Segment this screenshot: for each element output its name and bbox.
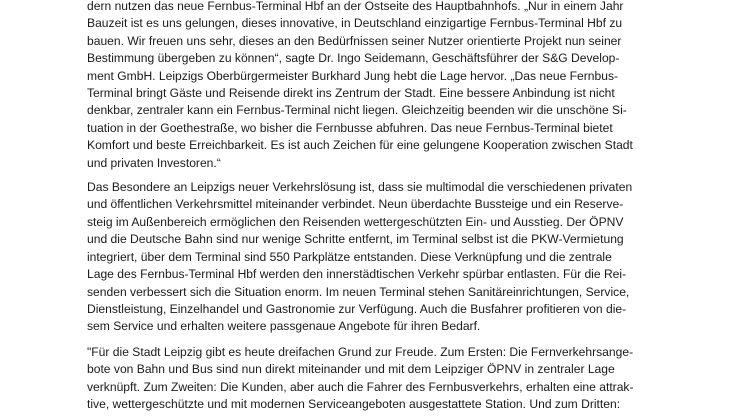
text-line: Das Besondere an Leipzigs neuer Verkehrslösung ist, dass sie multimodal die verschiedenen privaten [87,180,633,195]
text-line: integriert, über dem Terminal sind 550 Parkplätze entstanden. Diese Verknüpfung und die zentrale [87,249,612,264]
paragraph-terminal-opening [87,0,687,172]
text-line: sem Service und erhalten weitere passgenaue Angebote für ihren Bedarf. [87,319,481,334]
text-line: denkbar, zentraler kann ein Fernbus-Terminal nicht liegen. Gleichzeitig beenden wir die unschöne Si- [87,103,627,118]
text-line: bote von Bahn und Bus sind nun direkt miteinander und mit dem Leipziger ÖPNV in zentraler Lage [87,362,615,377]
text-line: "Für die Stadt Leipzig gibt es heute dreifachen Grund zur Freude. Zum Ersten: Die Fernverkehrsange- [87,344,634,359]
paragraph-city-quote [87,344,687,414]
text-line: Bestimmung übergeben zu können“, sagte Dr. Ingo Seidemann, Geschäftsführer der S&G Develop- [87,51,620,66]
text-line: senden verbessert sich die Situation enorm. Im neuen Terminal stehen Sanitäreinrichtungen, Service, [87,284,630,299]
text-line: Terminal bringt Gäste und Reisende direkt ins Zentrum der Stadt. Eine bessere Anbindung ist nicht [87,86,615,101]
text-line: Dienstleistung, Einzelhandel und Gastronomie zur Verfügung. Auch die Busfahrer profitieren von die- [87,301,627,316]
text-line: verknüpft. Zum Zweiten: Die Kunden, aber auch die Fahrer des Fernbusverkehrs, erhalten eine attrak- [87,379,634,394]
text-line: tuation in der Goethestraße, wo bisher die Fernbusse abfuhren. Das neue Fernbus-Terminal bietet [87,120,613,135]
paragraph-multimodal [87,179,687,336]
text-line: Bauzeit ist es uns gelungen, dieses innovative, in Deutschland einzigartige Fernbus-Terminal Hbf zu [87,16,623,31]
paragraph-spacer [87,336,687,344]
paragraph-spacer [87,172,687,179]
text-line: steig im Außenbereich ermöglichen den Reisenden wettergeschützten Ein- und Ausstieg. Der ÖPNV [87,214,624,229]
text-line: und privaten Investoren.“ [87,155,221,170]
text-line: dern nutzen das neue Fernbus-Terminal Hbf an der Ostseite des Hauptbahnhofs. „Nur in einem Jahr [87,0,624,13]
text-line: und öffentlichen Verkehrsmittel miteinander verbindet. Neun überdachte Bussteige und ein Reserve- [87,197,624,212]
text-line: und die Deutsche Bahn sind nur wenige Schritte entfernt, im Terminal selbst ist die PKW-Vermietung [87,232,624,247]
text-line: Komfort und beste Erreichbarkeit. Es ist auch Zeichen für eine gelungene Kooperation zwischen Stadt [87,138,633,153]
document-page [87,0,687,413]
text-line: ment GmbH. Leipzigs Oberbürgermeister Burkhard Jung hebt die Lage hervor. „Das neue Fernbus- [87,68,619,83]
text-line: Lage des Fernbus-Terminal Hbf werden den innerstädtischen Verkehr spürbar entlasten. Für die Rei- [87,267,627,282]
text-line: tive, wettergeschützte und mit modernen Serviceangeboten ausgestattete Station. Und zum Dritten: [87,396,621,411]
text-line: bauen. Wir freuen uns sehr, dieses an den Bedürfnissen seiner Nutzer orientierte Projekt nun seiner [87,33,622,48]
